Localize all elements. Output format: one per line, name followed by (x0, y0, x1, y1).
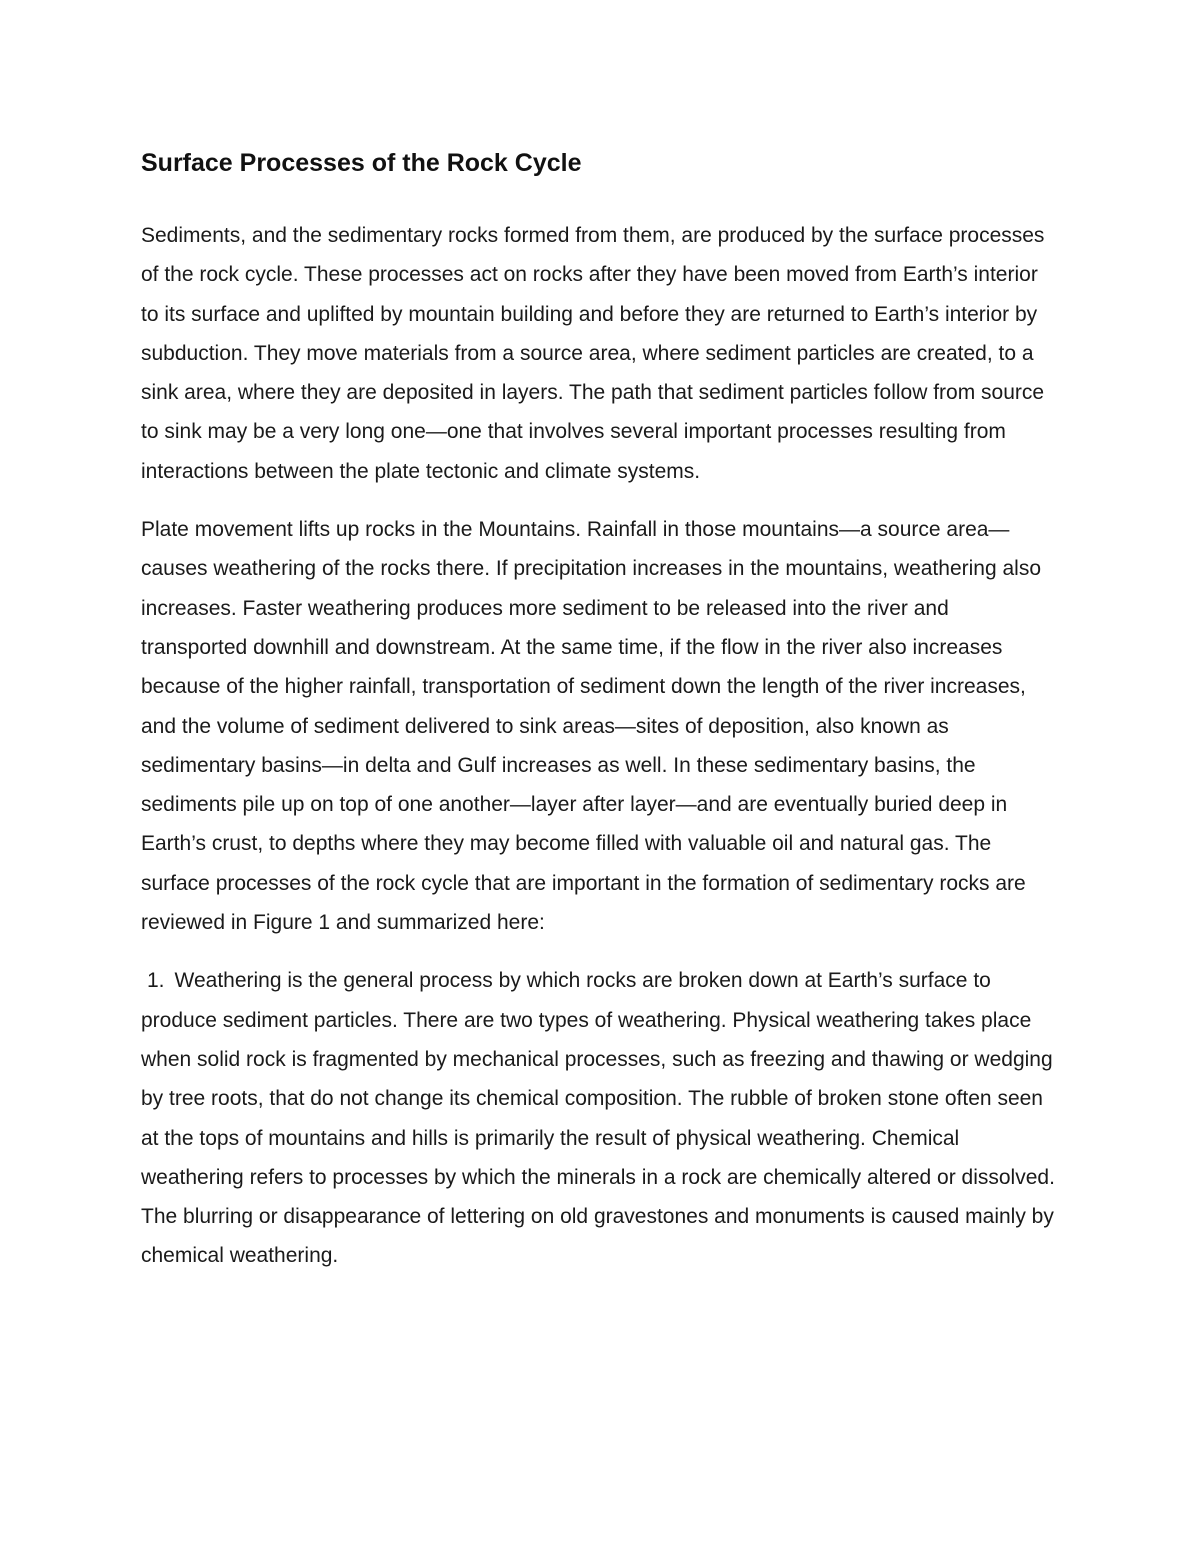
paragraph-plate-movement: Plate movement lifts up rocks in the Mountains. Rainfall in those mountains—a source area—causes weathering of the rocks there. If precipitation increases in the mountains, weathering also increases. Faster weathering produces more sediment to be released into the river and transported downhill and downstream. At the same time, if the flow in the river also increases because of the higher rainfall, transportation of sediment down the length of the river increases, and the volume of sediment delivered to sink areas—sites of deposition, also known as sedimentary basins—in delta and Gulf increases as well. In these sedimentary basins, the sediments pile up on top of one another—layer after layer—and are eventually buried deep in Earth’s crust, to depths where they may become filled with valuable oil and natural gas. The surface processes of the rock cycle that are important in the formation of sedimentary rocks are reviewed in Figure 1 and summarized here: (141, 518, 1041, 935)
list-item-number: 1. (147, 969, 165, 993)
process-list (141, 961, 1059, 1275)
list-item-text: Weathering is the general process by which rocks are broken down at Earth’s surface to produce sediment particles. There are two types of weathering. Physical weathering takes place when solid rock is fragmented by mechanical processes, such as freezing and thawing or wedging by tree roots, that do not change its chemical composition. The rubble of broken stone often seen at the tops of mountains and hills is primarily the result of physical weathering. Chemical weathering refers to processes by which the minerals in a rock are chemically altered or dissolved. The blurring or disappearance of lettering on old gravestones and monuments is caused mainly by chemical weathering. (141, 969, 1055, 1268)
page-title: Surface Processes of the Rock Cycle (141, 149, 582, 177)
paragraph-intro: Sediments, and the sedimentary rocks formed from them, are produced by the surface processes of the rock cycle. These processes act on rocks after they have been moved from Earth’s interior to its surface and uplifted by mountain building and before they are returned to Earth’s interior by subduction. They move materials from a source area, where sediment particles are created, to a sink area, where they are deposited in layers. The path that sediment particles follow from source to sink may be a very long one—one that involves several important processes resulting from interactions between the plate tectonic and climate systems. (141, 224, 1045, 483)
list-item (141, 961, 1059, 1275)
document-body (141, 146, 1059, 1276)
